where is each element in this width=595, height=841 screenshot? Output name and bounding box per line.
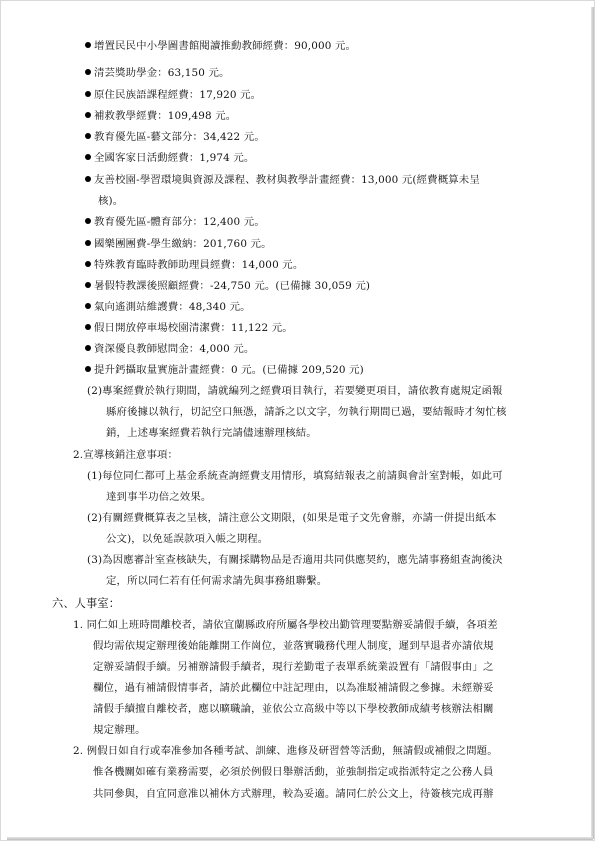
- paragraph-line: 1. 同仁如上班時間離校者，請依宜蘭縣政府所屬各學校出勤管理要點辦妥請假手續，各項差: [73, 619, 498, 631]
- bullet-icon: [85, 133, 91, 139]
- bullet-icon: [85, 176, 91, 182]
- paragraph-line: 達到事半功倍之效果。: [106, 491, 212, 503]
- bullet-icon: [85, 303, 91, 309]
- page-shadow-bottom: [7, 837, 593, 840]
- budget-item: 增置民民中小學圖書館閱讀推動教師經費：90,000 元。: [85, 39, 356, 53]
- budget-item: 國樂團團費-學生繳納：201,760 元。: [85, 237, 272, 251]
- bullet-icon: [85, 282, 91, 288]
- bullet-icon: [85, 69, 91, 75]
- page-section-title: 六、人事室：: [52, 597, 121, 610]
- bullet-icon: [85, 112, 91, 118]
- paragraph-line: 請假手續擅自離校者，應以曠職論，並依公立高級中等以下學校教師成績考核辦法相關: [93, 703, 494, 715]
- bullet-icon: [85, 261, 91, 267]
- paragraph-line: 規定辦理。: [93, 724, 146, 736]
- section-heading: 2.宣導核銷注意事項：: [73, 449, 179, 461]
- paragraph-line: 公文)，以免延誤款項入帳之期程。: [106, 533, 269, 545]
- bullet-icon: [85, 218, 91, 224]
- paragraph-line: (2)有關經費概算表之呈核，請注意公文期限，(如果是電子文先會辦，亦請一併提出紙本: [87, 512, 497, 524]
- paragraph-line: 縣府後據以執行，切記空口無憑，請訴之以文字，勿執行期間已過，要結報時才匆忙核: [106, 406, 507, 418]
- paragraph-line: 定，所以同仁若有任何需求請先與事務組聯繫。: [106, 575, 328, 587]
- budget-item: 假日開放停車場校園清潔費：11,122 元。: [85, 321, 293, 335]
- budget-item: 特殊教育臨時教師助理員經費：14,000 元。: [85, 258, 303, 272]
- paragraph-line: 銷，上述專案經費若執行完請儘速辦理核結。: [106, 427, 317, 439]
- bullet-icon: [85, 345, 91, 351]
- paragraph-line: 共同參與，自宜同意准以補休方式辦理，較為妥適。請同仁於公文上，待簽核完成再辦: [93, 788, 494, 800]
- budget-item: 資深優良教師慰問金：4,000 元。: [85, 342, 254, 356]
- paragraph-line: 欄位，過有補請假情事者，請於此欄位中註記理由，以為准駁補請假之參據。未經辦妥: [93, 682, 494, 694]
- bullet-icon: [85, 324, 91, 330]
- budget-item-continuation: 核)。: [98, 195, 124, 207]
- page-shadow-right: [591, 7, 594, 839]
- budget-item: 清芸獎助學金：63,150 元。: [85, 66, 230, 80]
- budget-item: 暑假特教課後照顧經費：-24,750 元。(已備據 30,059 元): [85, 279, 370, 293]
- paragraph-line: 定辦妥請假手續。另補辦請假手續者，現行差勤電子表單系統業設置有「請假事由」之: [93, 661, 494, 673]
- bullet-icon: [85, 91, 91, 97]
- paragraph-line: (2)專案經費於執行期間，請就編列之經費項目執行，若要變更項目，請依教育處規定函報: [87, 385, 503, 397]
- paragraph-line: (3)為因應審計室查核缺失，有關採購物品是否適用共同供應契約，應先請事務組查詢後決: [87, 554, 503, 566]
- budget-item: 補救教學經費：109,498 元。: [85, 109, 236, 123]
- bullet-icon: [85, 154, 91, 160]
- budget-item: 教育優先區-藝文部分：34,422 元。: [85, 130, 265, 144]
- bullet-icon: [85, 42, 91, 48]
- budget-item: 提升鈣攝取量實施計畫經費：0 元。(已備據 209,520 元): [85, 363, 364, 377]
- budget-item: 全國客家日活動經費：1,974 元。: [85, 151, 254, 165]
- budget-item: 友善校園-學習環境與資源及課程、教材與教學計畫經費：13,000 元(經費概算未呈: [85, 173, 480, 187]
- paragraph-line: 假均需依規定辦理後始能離開工作崗位，並落實職務代理人制度，遲到早退者亦請依規: [93, 640, 494, 652]
- bullet-icon: [85, 240, 91, 246]
- budget-item: 教育優先區-體育部分：12,400 元。: [85, 215, 265, 229]
- bullet-icon: [85, 366, 91, 372]
- budget-item: 氣向遙測站維護費：48,340 元。: [85, 300, 251, 314]
- paragraph-line: 2. 例假日如自行或奉准參加各種考試、訓練、進修及研習營等活動，無請假或補假之問題。: [73, 745, 498, 757]
- paragraph-line: (1)每位同仁都可上基金系統查詢經費支用情形，填寫結報表之前請與會計室對帳，如此可: [87, 470, 503, 482]
- paragraph-line: 惟各機關如確有業務需要，必須於例假日舉辦活動，並強制指定或指派特定之公務人員: [93, 766, 494, 778]
- budget-item: 原住民族語課程經費：17,920 元。: [85, 88, 261, 102]
